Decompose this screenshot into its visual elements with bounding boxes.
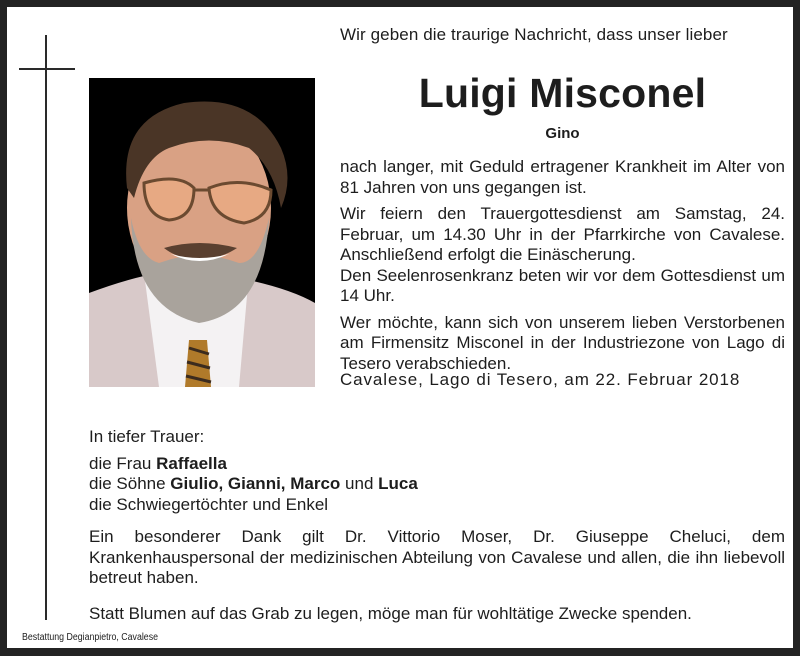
notice-body xyxy=(340,157,785,380)
mourners-label: In tiefer Trauer: xyxy=(89,427,205,446)
mourner-wife xyxy=(89,454,589,475)
thanks-paragraph: Ein besonderer Dank gilt Dr. Vittorio Moser, Dr. Giuseppe Cheluci, dem Krankenhauspersonal der medizinischen Abteilung von Cavalese und allen, die ihn liebevoll betreut haben. xyxy=(89,527,785,587)
cross-icon-horizontal xyxy=(19,68,75,70)
wife-name: Raffaella xyxy=(156,453,227,473)
farewell-paragraph: Wer möchte, kann sich von unserem lieben Verstorbenen am Firmensitz Misconel in der Industriezone von Lago di Tesero verabschieden. xyxy=(340,312,785,373)
deceased-name: Luigi Misconel xyxy=(418,70,707,116)
mourners-list xyxy=(89,427,589,515)
mourner-others: die Schwiegertöchter und Enkel xyxy=(89,494,329,514)
flowers-note: Statt Blumen auf das Grab zu legen, möge man für wohltätige Zwecke spenden. xyxy=(89,604,692,623)
portrait-illustration xyxy=(89,78,315,387)
sons-names: Giulio, Gianni, Marco xyxy=(170,474,341,493)
sons-prefix: die Söhne xyxy=(89,474,171,493)
passing-paragraph: nach langer, mit Geduld ertragener Krankheit im Alter von 81 Jahren von uns gegangen ist. xyxy=(340,157,785,197)
mourner-sons xyxy=(89,474,589,495)
service-paragraph: Wir feiern den Trauergottesdienst am Samstag, 24. Februar, um 14.30 Uhr in der Pfarrkirche von Cavalese. Anschließend erfolgt die Einäscherung. xyxy=(340,204,785,264)
deceased-nickname: Gino xyxy=(545,125,580,142)
cross-icon-vertical xyxy=(45,35,47,620)
sons-last-name: Luca xyxy=(378,474,418,493)
obituary-notice xyxy=(7,7,793,648)
portrait-photo xyxy=(89,78,315,387)
place-and-date: Cavalese, Lago di Tesero, am 22. Februar 2018 xyxy=(340,370,741,389)
rosary-paragraph: Den Seelenrosenkranz beten wir vor dem Gottesdienst um 14 Uhr. xyxy=(340,265,785,305)
sons-and: und xyxy=(340,474,379,493)
funeral-home-credit: Bestattung Degianpietro, Cavalese xyxy=(22,632,159,643)
wife-prefix: die Frau xyxy=(89,453,157,473)
intro-text: Wir geben die traurige Nachricht, dass unser lieber xyxy=(340,25,728,44)
